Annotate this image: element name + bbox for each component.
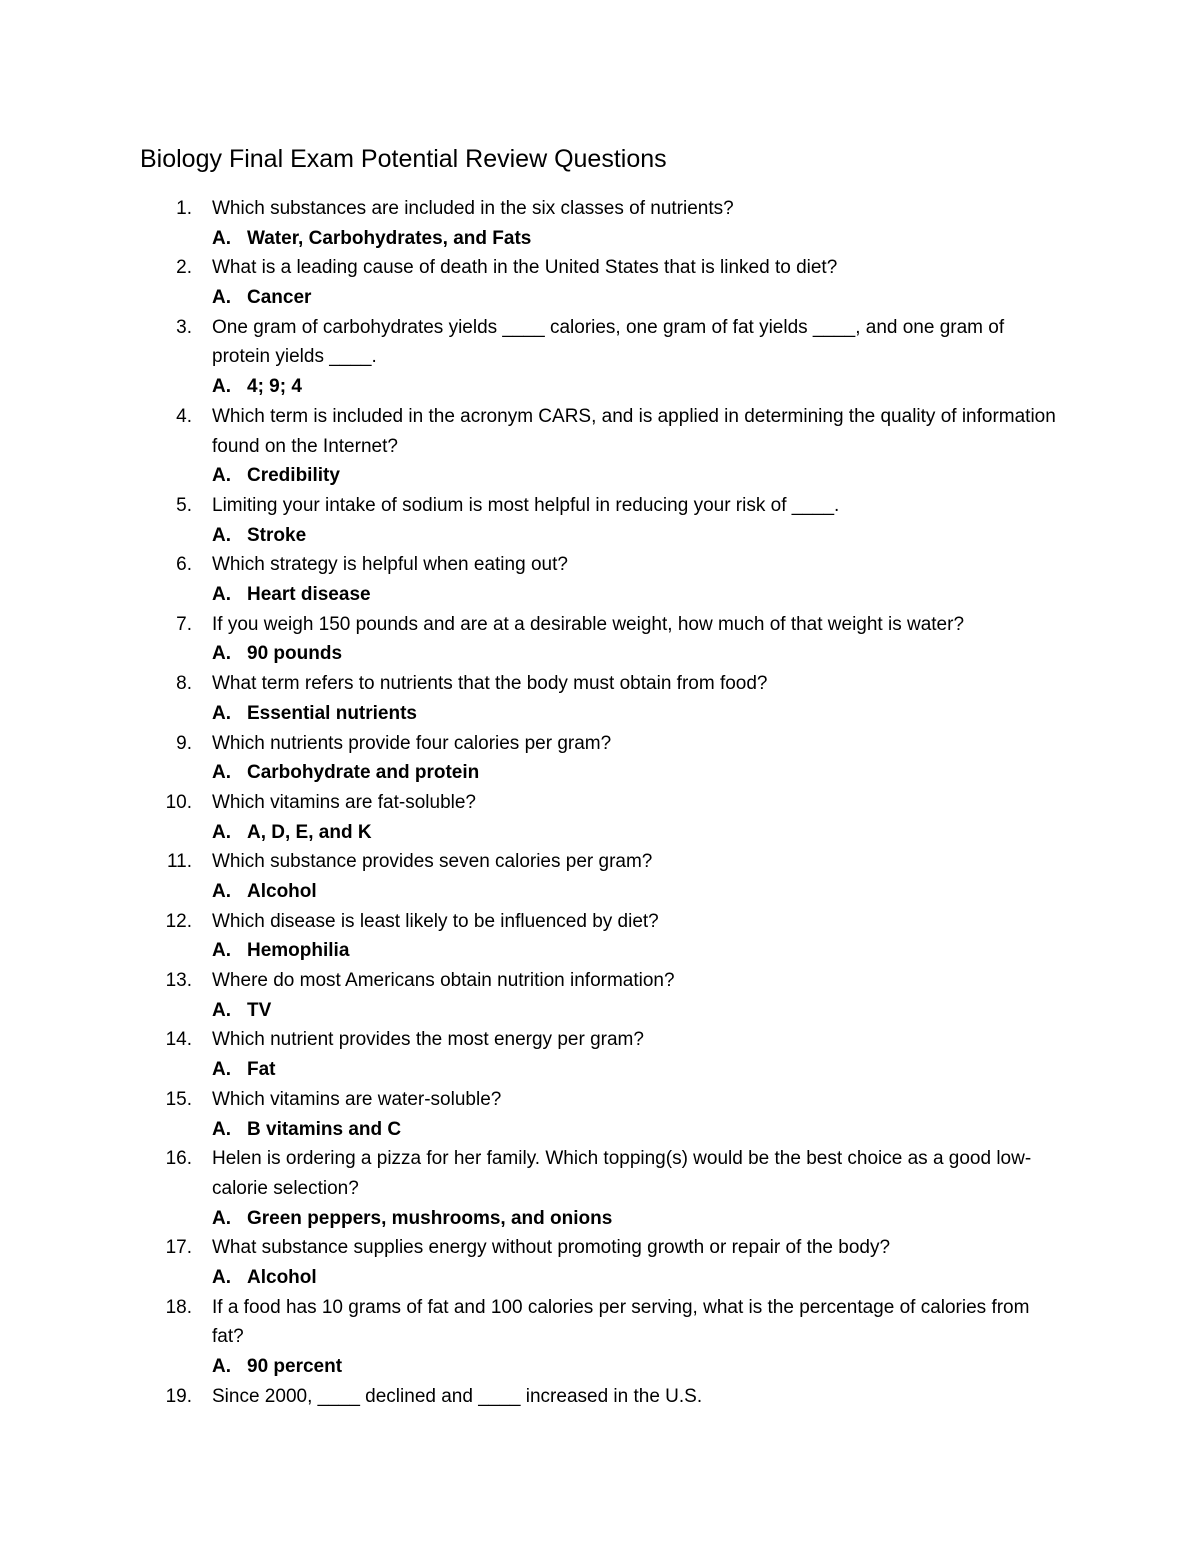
answer-marker: A. bbox=[212, 584, 231, 606]
question-list bbox=[0, 194, 1200, 1412]
question-text: Which disease is least likely to be influenced by diet? bbox=[212, 910, 659, 932]
answer-row bbox=[0, 1115, 1200, 1145]
page-title: Biology Final Exam Potential Review Questions bbox=[140, 145, 667, 173]
answer-row bbox=[0, 224, 1200, 254]
question-number: 4. bbox=[176, 405, 192, 427]
question-text: Which term is included in the acronym CARS, and is applied in determining the quality of information found on the Internet? bbox=[212, 405, 1056, 457]
question-item bbox=[0, 1293, 1200, 1382]
question-text: What term refers to nutrients that the body must obtain from food? bbox=[212, 673, 768, 695]
answer-row bbox=[0, 1204, 1200, 1234]
question-item bbox=[0, 402, 1200, 491]
question-item bbox=[0, 550, 1200, 609]
question-number: 17. bbox=[165, 1237, 192, 1259]
answer-text: Water, Carbohydrates, and Fats bbox=[247, 227, 532, 249]
answer-text: Alcohol bbox=[247, 881, 317, 903]
answer-marker: A. bbox=[212, 376, 231, 398]
answer-text: Stroke bbox=[247, 524, 307, 546]
question-item bbox=[0, 669, 1200, 728]
answer-text: Heart disease bbox=[247, 584, 371, 606]
question-text: Where do most Americans obtain nutrition information? bbox=[212, 970, 675, 992]
question-item bbox=[0, 729, 1200, 788]
question-number: 14. bbox=[165, 1029, 192, 1051]
answer-row bbox=[0, 1055, 1200, 1085]
answer-marker: A. bbox=[212, 1356, 231, 1378]
answer-marker: A. bbox=[212, 465, 231, 487]
question-number: 3. bbox=[176, 316, 192, 338]
question-text: Which vitamins are fat-soluble? bbox=[212, 791, 476, 813]
answer-row bbox=[0, 1352, 1200, 1382]
answer-text: 90 pounds bbox=[247, 643, 343, 665]
answer-text: Essential nutrients bbox=[247, 702, 417, 724]
question-text: What is a leading cause of death in the United States that is linked to diet? bbox=[212, 257, 838, 279]
question-text: Which strategy is helpful when eating out? bbox=[212, 554, 568, 576]
question-item bbox=[0, 610, 1200, 669]
answer-marker: A. bbox=[212, 524, 231, 546]
question-number: 12. bbox=[165, 910, 192, 932]
question-item bbox=[0, 1025, 1200, 1084]
answer-text: Cancer bbox=[247, 287, 312, 309]
answer-marker: A. bbox=[212, 999, 231, 1021]
question-number: 1. bbox=[176, 198, 192, 219]
question-text: Which substances are included in the six classes of nutrients? bbox=[212, 198, 734, 219]
answer-text: Green peppers, mushrooms, and onions bbox=[247, 1207, 613, 1229]
question-text: Which substance provides seven calories per gram? bbox=[212, 851, 653, 873]
answer-text: 4; 9; 4 bbox=[247, 376, 302, 398]
question-text: Which vitamins are water-soluble? bbox=[212, 1088, 502, 1110]
answer-marker: A. bbox=[212, 762, 231, 784]
question-text: Helen is ordering a pizza for her family. Which topping(s) would be the best choice as a good low-calorie selection? bbox=[212, 1148, 1032, 1199]
question-item bbox=[0, 788, 1200, 847]
answer-marker: A. bbox=[212, 821, 231, 843]
answer-text: B vitamins and C bbox=[247, 1118, 402, 1140]
answer-text: Alcohol bbox=[247, 1267, 317, 1289]
answer-marker: A. bbox=[212, 1118, 231, 1140]
answer-row bbox=[0, 372, 1200, 402]
answer-marker: A. bbox=[212, 881, 231, 903]
question-number: 5. bbox=[176, 494, 192, 516]
answer-marker: A. bbox=[212, 227, 231, 249]
question-number: 9. bbox=[176, 732, 192, 754]
question-number: 19. bbox=[165, 1385, 192, 1407]
answer-text: A, D, E, and K bbox=[247, 821, 372, 843]
answer-row bbox=[0, 996, 1200, 1026]
question-number: 16. bbox=[165, 1148, 192, 1170]
question-number: 10. bbox=[165, 791, 192, 813]
answer-marker: A. bbox=[212, 702, 231, 724]
question-item bbox=[0, 491, 1200, 550]
answer-text: Hemophilia bbox=[247, 940, 350, 962]
question-item bbox=[0, 253, 1200, 312]
answer-row bbox=[0, 936, 1200, 966]
answer-marker: A. bbox=[212, 287, 231, 309]
question-text: Which nutrients provide four calories per gram? bbox=[212, 732, 612, 754]
answer-row bbox=[0, 580, 1200, 610]
question-item bbox=[0, 1233, 1200, 1292]
question-item bbox=[0, 907, 1200, 966]
answer-row bbox=[0, 877, 1200, 907]
question-number: 8. bbox=[176, 673, 192, 695]
answer-row bbox=[0, 283, 1200, 313]
question-number: 18. bbox=[165, 1296, 192, 1318]
question-text: If a food has 10 grams of fat and 100 calories per serving, what is the percentage of calories from fat? bbox=[212, 1296, 1030, 1348]
answer-row bbox=[0, 639, 1200, 669]
answer-row bbox=[0, 758, 1200, 788]
question-number: 13. bbox=[165, 970, 192, 992]
answer-row bbox=[0, 1263, 1200, 1293]
answer-marker: A. bbox=[212, 1267, 231, 1289]
question-text: Since 2000, ____ declined and ____ increased in the U.S. bbox=[212, 1385, 703, 1407]
question-text: If you weigh 150 pounds and are at a desirable weight, how much of that weight is water? bbox=[212, 613, 965, 635]
answer-marker: A. bbox=[212, 940, 231, 962]
answer-text: Fat bbox=[247, 1059, 276, 1081]
question-item bbox=[0, 966, 1200, 1025]
question-number: 15. bbox=[165, 1088, 192, 1110]
answer-row bbox=[0, 521, 1200, 551]
question-number: 11. bbox=[166, 851, 192, 873]
question-number: 7. bbox=[176, 613, 192, 635]
question-item bbox=[0, 1085, 1200, 1144]
answer-marker: A. bbox=[212, 1207, 231, 1229]
question-text: One gram of carbohydrates yields ____ calories, one gram of fat yields ____, and one gram of protein yields ____. bbox=[212, 316, 1005, 368]
question-item bbox=[0, 313, 1200, 402]
question-item bbox=[0, 1144, 1200, 1233]
answer-marker: A. bbox=[212, 1059, 231, 1081]
answer-text: Carbohydrate and protein bbox=[247, 762, 480, 784]
question-number: 6. bbox=[176, 554, 192, 576]
answer-marker: A. bbox=[212, 643, 231, 665]
answer-row bbox=[0, 818, 1200, 848]
answer-text: TV bbox=[247, 999, 272, 1021]
answer-text: 90 percent bbox=[247, 1356, 343, 1378]
question-text: What substance supplies energy without promoting growth or repair of the body? bbox=[212, 1237, 891, 1259]
answer-row bbox=[0, 699, 1200, 729]
question-item bbox=[0, 194, 1200, 253]
question-item bbox=[0, 847, 1200, 906]
answer-text: Credibility bbox=[247, 465, 340, 487]
question-number: 2. bbox=[176, 257, 192, 279]
answer-row bbox=[0, 461, 1200, 491]
question-text: Which nutrient provides the most energy per gram? bbox=[212, 1029, 644, 1051]
question-item bbox=[0, 1382, 1200, 1412]
question-text: Limiting your intake of sodium is most helpful in reducing your risk of ____. bbox=[212, 494, 840, 516]
